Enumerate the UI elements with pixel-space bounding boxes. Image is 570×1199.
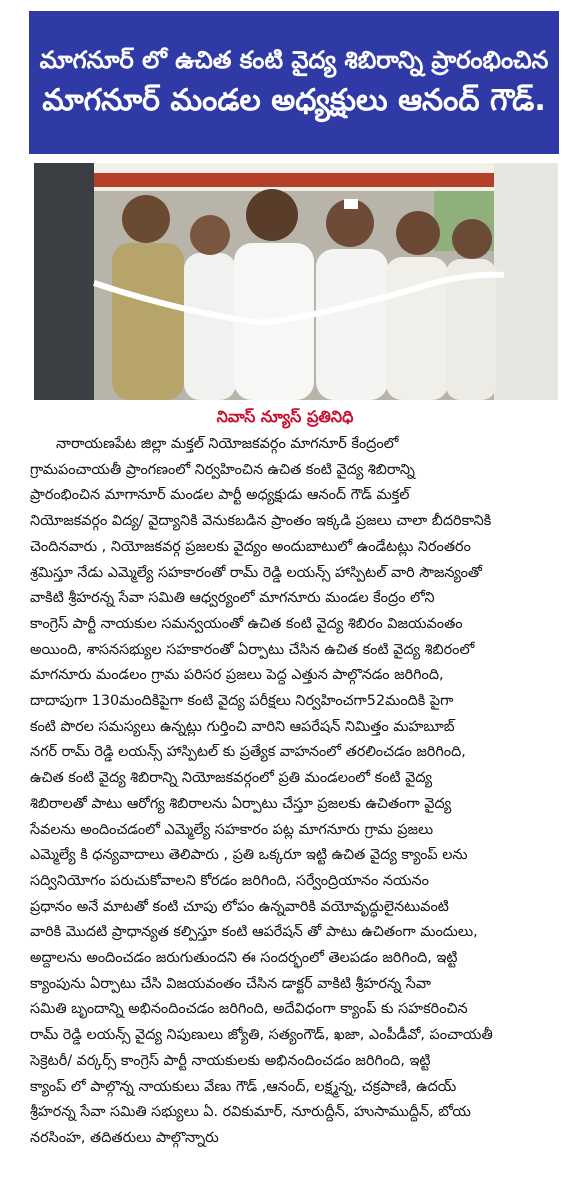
article-line: శ్రీహరన్న సేవా సమితి సభ్యులు ఏ. రవికుమార్, నూరుద్దీన్, హుసాముద్దీన్, బోయ	[30, 1104, 471, 1121]
article-line: ఎమ్మెల్యే కి ధన్యవాదాలు తెలిపారు , ప్రతి ఒక్కరూ ఇట్టి ఉచిత వైద్య క్యాంప్ లను	[30, 847, 468, 864]
byline: నివాస్ న్యూస్ ప్రతినిధి	[216, 407, 354, 426]
article-line: శ్రమిస్తూ నేడు ఎమ్మెల్యే సహకారంతో రామ్ రెడ్డి లయన్స్ హాస్పిటల్ వారి సౌజన్యంతో	[30, 564, 482, 581]
headline-line-1: మాగనూర్ లో ఉచిత కంటి వైద్య శిబిరాన్ని ప్రారంభించిన	[39, 45, 549, 74]
article-line: నగర్ రామ్ రెడ్డి లయన్స్ హాస్పిటల్ కు ప్రత్యేక వాహనంలో తరలించడం జరిగింది,	[30, 744, 466, 761]
article-line: సమితి బృందాన్ని అభినందించడం జరిగింది, అదేవిధంగా క్యాంప్ కు సహకరించిన	[30, 1001, 468, 1018]
headline-banner	[29, 11, 559, 154]
article-line: చెందినవారు , నియోజకవర్గ ప్రజలకు వైద్యం అందుబాటులో ఉండేటట్లు నిరంతరం	[30, 538, 471, 555]
article-line: సేవలను అందించడంలో ఎమ్మెల్యే సహకారం పట్ల మాగనూరు గ్రామ ప్రజలు	[30, 821, 434, 838]
article-line: అద్దాలను అందించడం జరుగుతుందని ఈ సందర్భంలో తెలపడం జరిగింది, ఇట్టి	[30, 950, 458, 967]
article-line: నరసింహ, తదితరులు పాల్గొన్నారు	[30, 1129, 219, 1146]
article-line: ప్రారంభించిన మాగానూర్ మండల పార్టీ అధ్యక్షుడు ఆనంద్ గౌడ్ మక్తల్	[30, 487, 410, 504]
article-line: రామ్ రెడ్డి లయన్స్ వైద్య నిపుణులు జ్యోతి, సత్యంగౌడ్, ఖజా, ఎంపీడీవో, పంచాయతీ	[30, 1027, 493, 1044]
article-line: ప్రధానం అనే మాటతో కంటి చూపు లోపం ఉన్నవారికి వయోవృద్ధులైనటువంటి	[30, 898, 449, 915]
news-photo	[34, 163, 558, 400]
article-line: గ్రామపంచాయతీ ప్రాంగణంలో నిర్వహించిన ఉచిత కంటి వైద్య శిబిరాన్ని	[30, 461, 415, 478]
article-body	[30, 432, 560, 1152]
article-line: కాంగ్రెస్ పార్టీ నాయకుల సమన్వయంతో ఉచిత కంటి వైద్య శిబిరం విజయవంతం	[30, 615, 463, 632]
article-line: క్యాంప్ లో పాల్గొన్న నాయకులు వేణు గౌడ్ ,ఆనంద్, లక్ష్మన్న, చక్రపాణి, ఉదయ్	[30, 1078, 457, 1095]
article-line: వారికి మొదటి ప్రాధాన్యత కల్పిస్తూ కంటి ఆపరేషన్ తో పాటు ఉచితంగా మందులు,	[30, 924, 478, 941]
headline-line-2: మాగనూర్ మండల అధ్యక్షులు ఆనంద్ గౌడ్.	[42, 82, 546, 118]
article-line: సద్వినియోగం పరుచుకోవాలని కోరడం జరిగింది, సర్వేంద్రియానం నయనం	[30, 872, 429, 889]
article-line: వాకిటి శ్రీహరన్న సేవా సమితి ఆధ్వర్యంలో మాగనూరు మండల కేంద్రం లోని	[30, 590, 435, 607]
article-line: అయింది, శాసనసభ్యుల సహకారంతో ఏర్పాటు చేసిన ఉచిత కంటి వైద్య శిబిరంలో	[30, 641, 475, 658]
article-line: కంటి పొరల సమస్యలు ఉన్నట్లు గుర్తించి వారిని ఆపరేషన్ నిమిత్తం మహబూబ్	[30, 718, 455, 735]
article-line: శిబిరాలతో పాటు ఆరోగ్య శిబిరాలను ఏర్పాటు చేస్తూ ప్రజలకు ఉచితంగా వైద్య	[30, 795, 452, 812]
article-line: నియోజకవర్గం విద్య/ వైద్యానికి వెనుకబడిన ప్రాంతం ఇక్కడి ప్రజలు చాలా బీదరికానికి	[30, 513, 492, 530]
article-line: ఉచిత కంటి వైద్య శిబిరాన్ని నియోజకవర్గంలో ప్రతి మండలంలో కంటి వైద్య	[30, 770, 433, 787]
article-line: దాదాపుగా 130మందికిపైగా కంటి వైద్య పరీక్షలు నిర్వహించగా52మందికి పైగా	[30, 693, 454, 710]
article-line: మాగనూరు మండలం గ్రామ పరిసర ప్రజలు పెద్ద ఎత్తున పాల్గొనడం జరిగింది,	[30, 667, 444, 684]
article-line: నారాయణపేట జిల్లా మక్తల్ నియోజకవర్గం మాగనూర్ కేంద్రంలో	[56, 436, 399, 452]
article-line: క్యాంపును ఏర్పాటు చేసి విజయవంతం చేసిన డాక్టర్ వాకిటి శ్రీహరన్న సేవా	[30, 975, 431, 992]
article-line: సెక్రెటరీ/ వర్కర్స్ కాంగ్రెస్ పార్టీ నాయకులకు అభినందించడం జరిగింది, ఇట్టి	[30, 1052, 431, 1069]
